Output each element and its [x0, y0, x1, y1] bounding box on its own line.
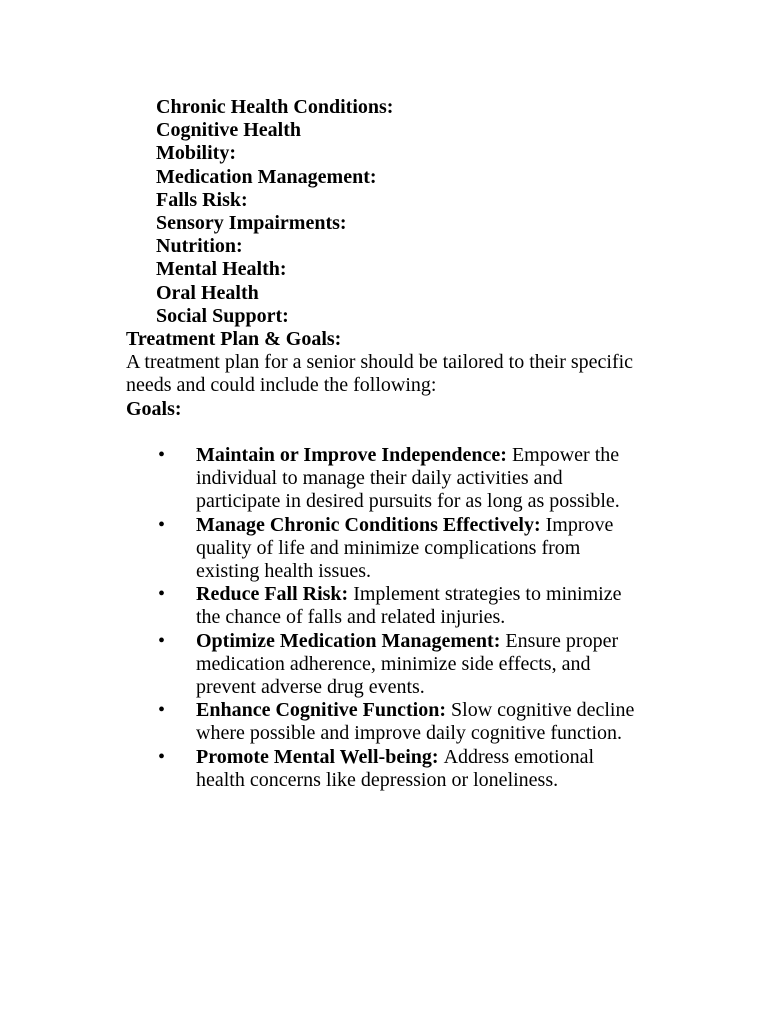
goal-item: [126, 746, 646, 792]
assessment-item-sensory-impairments: Sensory Impairments:: [156, 212, 347, 235]
goal-title: Maintain or Improve Independence:: [196, 444, 512, 466]
goal-item: [126, 630, 646, 700]
goal-item: [126, 444, 646, 514]
assessment-item-social-support: Social Support:: [156, 304, 289, 327]
goal-item: [126, 583, 646, 629]
goal-text: Address emotional health concerns like depression or loneliness.: [196, 745, 595, 791]
goals-list: [126, 444, 646, 792]
assessment-item-cognitive-health: Cognitive Health: [156, 119, 301, 142]
goal-item: [126, 699, 646, 745]
goal-text: Implement strategies to minimize the chance of falls and related injuries.: [196, 583, 622, 629]
assessment-item-mobility: Mobility:: [156, 142, 236, 165]
assessment-item-mental-health: Mental Health:: [156, 258, 287, 281]
goal-text: Improve quality of life and minimize complications from existing health issues.: [196, 513, 614, 583]
bullet-icon: •: [158, 513, 166, 536]
goal-text: Ensure proper medication adherence, minimize side effects, and prevent adverse drug events.: [196, 629, 619, 699]
assessment-item-chronic-health: Chronic Health Conditions:: [156, 96, 394, 118]
assessment-item-medication-management: Medication Management:: [156, 165, 377, 188]
goal-title: Optimize Medication Management:: [196, 629, 506, 652]
treatment-intro-paragraph: A treatment plan for a senior should be tailored to their specific needs and could include the following:: [126, 351, 634, 397]
goal-title: Manage Chronic Conditions Effectively:: [196, 513, 546, 536]
treatment-plan-heading: Treatment Plan & Goals:: [126, 328, 342, 350]
goal-title: Enhance Cognitive Function:: [196, 699, 452, 722]
assessment-item-oral-health: Oral Health: [156, 281, 259, 304]
bullet-icon: •: [158, 444, 166, 466]
bullet-icon: •: [158, 699, 166, 722]
assessment-item-nutrition: Nutrition:: [156, 235, 243, 258]
goal-text: Empower the individual to manage their daily activities and participate in desired pursuits for as long as possible.: [196, 444, 620, 513]
bullet-icon: •: [158, 583, 166, 606]
goals-heading: Goals:: [126, 397, 182, 420]
assessment-item-falls-risk: Falls Risk:: [156, 188, 248, 211]
goal-text: Slow cognitive decline where possible and improve daily cognitive function.: [196, 699, 635, 745]
assessment-areas-list: [156, 96, 393, 328]
goal-title: Promote Mental Well-being:: [196, 745, 444, 768]
bullet-icon: •: [158, 629, 166, 652]
treatment-section: [126, 328, 666, 421]
bullet-icon: •: [158, 745, 166, 768]
goal-item: [126, 514, 646, 584]
goal-title: Reduce Fall Risk:: [196, 583, 354, 606]
